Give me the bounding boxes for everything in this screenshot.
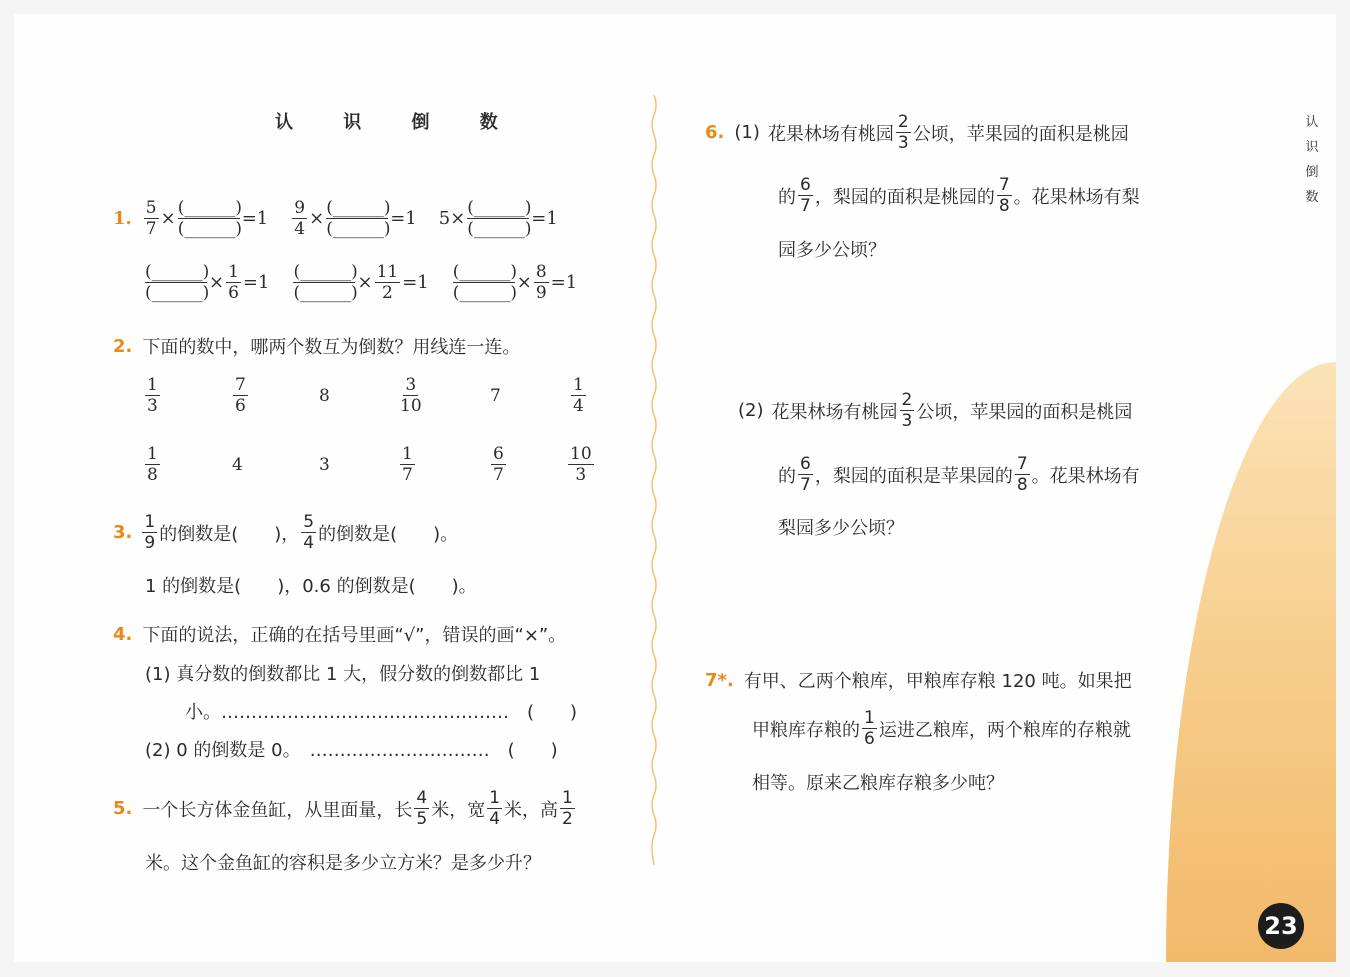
- times-sign: ×: [309, 208, 325, 229]
- fraction: $\frac{6}{7}$: [800, 454, 811, 495]
- blank-fraction: (______) (______): [467, 198, 532, 239]
- q7-number: 7*.: [705, 669, 734, 691]
- q2-number: 2.: [113, 335, 133, 357]
- q3-text-1: 的倒数是( )，: [159, 523, 300, 545]
- page-number-badge: 23: [1258, 903, 1304, 949]
- fraction: $\frac{9}{4}$: [294, 198, 306, 239]
- q6-part1-line1: [705, 112, 1129, 153]
- q5-number: 5.: [113, 798, 133, 819]
- q2-fraction[interactable]: $\frac{1}{4}$: [573, 375, 584, 416]
- fraction: $\frac{8}{9}$: [535, 262, 547, 303]
- blank-fraction: (______) (______): [293, 262, 358, 303]
- q1-number: 1.: [113, 208, 132, 229]
- q6-part1-text-3: 的: [778, 186, 796, 208]
- q7-text-2: 甲粮库存粮的: [752, 719, 860, 741]
- fraction: $\frac{5}{4}$: [303, 512, 315, 553]
- q6-part2-text-1: 花果林场有桃园: [771, 401, 898, 423]
- fraction: $\frac{1}{6}$: [228, 262, 239, 303]
- q4-number: 4.: [113, 623, 133, 645]
- q3-number: 3.: [113, 522, 133, 543]
- q6-part2-text-4: ，梨园的面积是苹果园的: [814, 465, 1013, 487]
- q1-row1: [113, 198, 558, 239]
- q6-part2-text-3: 的: [778, 465, 796, 487]
- q4-item1-line1: (1) 真分数的倒数都比 1 大，假分数的倒数都比 1: [145, 664, 541, 685]
- q6-part1-text-2: 公顷，苹果园的面积是桃园: [912, 123, 1129, 145]
- blank-fraction: (______) (______): [145, 262, 210, 303]
- q6-part1-line3: 园多少公顷？: [778, 240, 886, 261]
- fraction: $\frac{5}{7}$: [145, 198, 157, 239]
- q2-fraction[interactable]: $\frac{6}{7}$: [493, 444, 504, 485]
- equals-one: =1: [531, 208, 558, 229]
- column-divider: [648, 95, 660, 865]
- q2-number-cell[interactable]: 7: [490, 386, 501, 406]
- q2-fraction[interactable]: $\frac{3}{10}$: [400, 375, 422, 416]
- q6-part1-text-1: 花果林场有桃园: [767, 123, 894, 145]
- q7-text-1: 有甲、乙两个粮库，甲粮库存粮 120 吨。如果把: [743, 671, 1132, 692]
- q6-part2-line2: [778, 454, 1140, 495]
- q5-text-2: 米，宽: [431, 799, 486, 821]
- side-char: 认: [1305, 115, 1319, 130]
- blank-fraction: (______) (______): [326, 198, 391, 239]
- fraction: $\frac{2}{3}$: [901, 390, 913, 431]
- side-char: 数: [1305, 190, 1319, 205]
- q6-part2-label: (2): [738, 400, 764, 421]
- q7-line1: [705, 667, 1132, 693]
- equals-one: =1: [241, 208, 269, 229]
- side-char: 识: [1305, 140, 1319, 155]
- q2-question: [113, 333, 520, 359]
- q6-part1-line2: [778, 175, 1140, 216]
- q7-line2: [752, 708, 1131, 749]
- fraction: $\frac{4}{5}$: [416, 788, 428, 829]
- side-char: 倒: [1305, 165, 1319, 180]
- blank-fraction: (______) (______): [452, 262, 518, 303]
- fraction: $\frac{2}{3}$: [897, 112, 909, 153]
- q5-text-1: 一个长方体金鱼缸，从里面量，长: [142, 799, 413, 821]
- q7-text-3: 运进乙粮库，两个粮库的存粮就: [878, 719, 1131, 741]
- times-sign: ×: [450, 208, 466, 229]
- q4-item2: (2) 0 的倒数是 0。 ………………………… ( ): [145, 740, 558, 761]
- fraction: $\frac{6}{7}$: [800, 175, 811, 216]
- q6-part2-text-5: 。花果林场有: [1031, 465, 1140, 487]
- equals-one: =1: [242, 272, 270, 293]
- q3-line1: [113, 512, 458, 553]
- fraction: $\frac{7}{8}$: [1016, 454, 1028, 495]
- q6-part1-text-4: ，梨园的面积是桃园的: [814, 186, 995, 208]
- side-chapter-label: [1302, 110, 1322, 210]
- q6-part2-line1: [738, 390, 1132, 431]
- q6-part2-line3: 梨园多少公顷？: [778, 518, 904, 539]
- page-title: 认 识 倒 数: [275, 112, 520, 133]
- q2-text: 下面的数中，哪两个数互为倒数？用线连一连。: [142, 337, 521, 358]
- q2-number-cell[interactable]: 3: [319, 455, 330, 475]
- q6-part1-text-5: 。花果林场有梨: [1013, 186, 1140, 208]
- q6-part1-label: (1): [734, 122, 760, 143]
- q1-row2: [143, 262, 577, 303]
- q3-line2: 1 的倒数是( )，0.6 的倒数是( )。: [145, 576, 477, 597]
- fraction: $\frac{7}{8}$: [998, 175, 1010, 216]
- times-sign: ×: [160, 208, 176, 229]
- q2-fraction[interactable]: $\frac{1}{3}$: [147, 375, 158, 416]
- page-corner-decoration: [1166, 362, 1336, 962]
- equals-one: =1: [402, 272, 429, 293]
- q2-fraction[interactable]: $\frac{1}{8}$: [147, 444, 158, 485]
- equals-one: =1: [390, 208, 417, 229]
- fraction: $\frac{1}{6}$: [864, 708, 875, 749]
- whole-number: 5: [438, 208, 451, 229]
- q2-number-cell[interactable]: 4: [232, 455, 243, 475]
- q4-item1-line2: 小。………………………………………… ( ): [185, 702, 578, 723]
- fraction: $\frac{1}{4}$: [489, 788, 501, 829]
- q2-fraction[interactable]: $\frac{1}{7}$: [402, 444, 413, 485]
- fraction: $\frac{1}{2}$: [562, 788, 573, 829]
- q4-text: 下面的说法，正确的在括号里画“√”，错误的画“×”。: [142, 625, 567, 646]
- blank-fraction: (______) (______): [177, 198, 242, 239]
- times-sign: ×: [209, 272, 225, 293]
- equals-one: =1: [550, 272, 578, 293]
- q2-fraction[interactable]: $\frac{7}{6}$: [235, 375, 246, 416]
- q2-fraction[interactable]: $\frac{10}{3}$: [570, 444, 592, 485]
- q6-part2-text-2: 公顷，苹果园的面积是桃园: [916, 401, 1133, 423]
- q3-text-2: 的倒数是( )。: [318, 523, 459, 545]
- times-sign: ×: [516, 272, 532, 293]
- q5-line2: 米。这个金鱼缸的容积是多少立方米？是多少升？: [145, 853, 541, 874]
- q6-number: 6.: [705, 122, 725, 143]
- q5-line1: [113, 788, 577, 829]
- q7-line3: 相等。原来乙粮库存粮多少吨？: [752, 773, 1004, 794]
- fraction: $\frac{11}{2}$: [376, 262, 399, 303]
- q5-text-3: 米，高: [504, 799, 559, 821]
- times-sign: ×: [357, 272, 373, 293]
- q2-number-cell[interactable]: 8: [319, 386, 330, 406]
- q4-question: [113, 621, 566, 647]
- fraction: $\frac{1}{9}$: [144, 512, 156, 553]
